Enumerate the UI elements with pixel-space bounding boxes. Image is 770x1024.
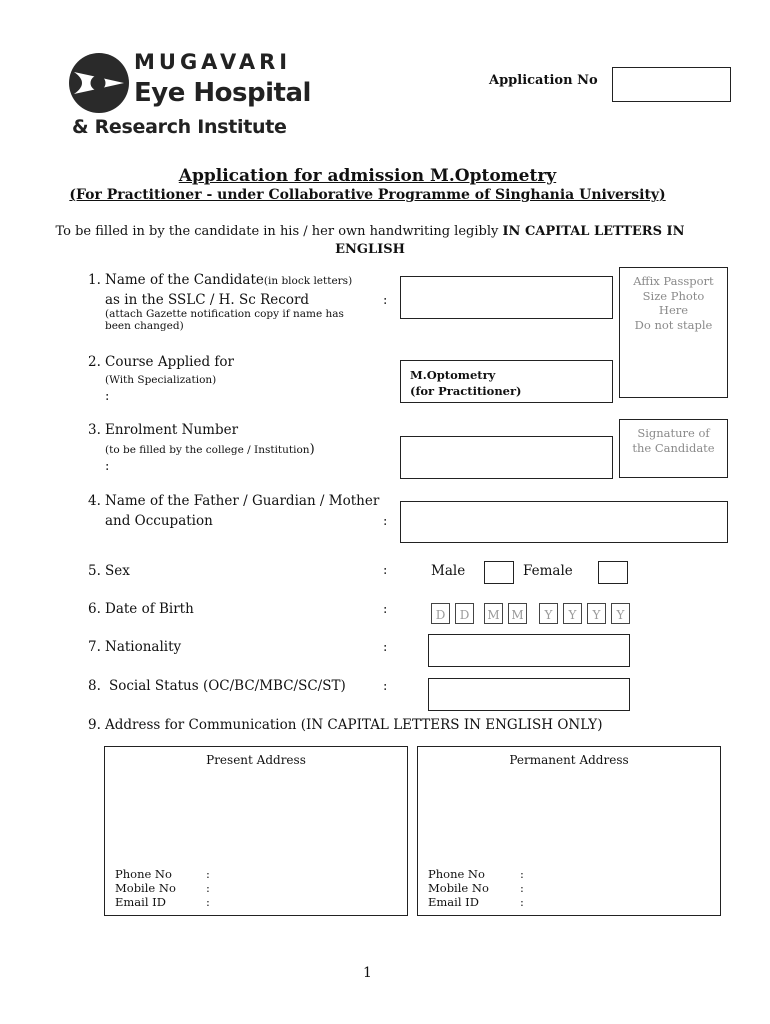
logo-mugavari-text: MUGAVARI	[134, 50, 292, 74]
enrolment-number-field[interactable]	[400, 436, 613, 479]
item-7-number: 7.	[88, 639, 101, 655]
photo-line-1: Affix Passport	[633, 274, 714, 288]
present-address-box[interactable]	[104, 746, 408, 916]
item-6-number: 6.	[88, 601, 101, 617]
item-4-label: Name of the Father / Guardian / Mother	[105, 493, 380, 509]
instruction-text	[50, 223, 690, 259]
permanent-address-box[interactable]	[417, 746, 721, 916]
permanent-email-label: Email ID	[428, 895, 479, 909]
dob-day-1-cell[interactable]: D	[431, 603, 450, 624]
item-1-note: (attach Gazette notification copy if name has been changed)	[105, 308, 344, 332]
signature-box[interactable]	[619, 419, 728, 478]
sex-male-label: Male	[431, 563, 466, 579]
item-5-number: 5.	[88, 563, 101, 579]
dob-month-1-cell[interactable]: M	[484, 603, 503, 624]
course-value-line-1: M.Optometry	[410, 368, 496, 382]
course-applied-field[interactable]	[400, 360, 613, 403]
permanent-address-heading: Permanent Address	[509, 753, 629, 767]
dob-day-2-cell[interactable]: D	[455, 603, 474, 624]
dob-month-2-cell[interactable]: M	[508, 603, 527, 624]
logo-research-text: & Research Institute	[72, 116, 287, 138]
photo-line-4: Do not staple	[634, 317, 713, 332]
item-3-label: Enrolment Number	[105, 422, 239, 438]
signature-line-2: the Candidate	[632, 440, 715, 455]
item-1-label	[105, 272, 352, 288]
dob-year-1-cell[interactable]: Y	[539, 603, 558, 624]
item-3-number: 3.	[88, 422, 101, 438]
application-no-field[interactable]	[612, 67, 731, 102]
candidate-name-field[interactable]	[400, 276, 613, 319]
item-1-number: 1.	[88, 272, 101, 288]
photo-line-3: Here	[658, 303, 689, 317]
logo-eye-hospital-text: Eye Hospital	[134, 78, 311, 108]
present-phone-label: Phone No	[115, 867, 172, 881]
present-email-label: Email ID	[115, 895, 166, 909]
dob-year-4-cell[interactable]: Y	[611, 603, 630, 624]
instruction-prefix: To be filled in by the candidate in his / her own handwriting legibly	[55, 224, 503, 239]
item-1-label-2: as in the SSLC / H. Sc Record	[105, 292, 310, 308]
sex-male-checkbox[interactable]	[484, 561, 514, 584]
dob-year-3-cell[interactable]: Y	[587, 603, 606, 624]
item-7-label: Nationality	[105, 639, 182, 655]
item-5-colon: :	[383, 563, 388, 578]
present-address-heading: Present Address	[206, 753, 306, 767]
passport-photo-box[interactable]	[619, 267, 728, 398]
item-4-colon: :	[383, 514, 388, 529]
item-8-number: 8.	[88, 678, 101, 694]
item-8-label: Social Status (OC/BC/MBC/SC/ST)	[109, 678, 346, 694]
sex-female-label: Female	[523, 563, 573, 579]
present-email-colon: :	[206, 895, 210, 909]
item-1-colon: :	[383, 293, 388, 308]
item-5-label: Sex	[105, 563, 130, 579]
page-subtitle: (For Practitioner - under Collaborative Programme of Singhania University)	[69, 187, 666, 203]
item-2-colon: :	[105, 389, 110, 404]
present-mobile-colon: :	[206, 881, 210, 895]
page-number: 1	[363, 965, 372, 981]
item-1-label-small: (in block letters)	[263, 275, 353, 287]
item-7-colon: :	[383, 640, 388, 655]
item-9-label: Address for Communication (IN CAPITAL LETTERS IN ENGLISH ONLY)	[105, 717, 603, 733]
item-2-number: 2.	[88, 354, 101, 370]
eye-logo-icon	[68, 52, 130, 114]
permanent-email-colon: :	[520, 895, 524, 909]
item-8-colon: :	[383, 679, 388, 694]
item-6-colon: :	[383, 602, 388, 617]
application-no-label: Application No	[489, 73, 598, 88]
item-2-label: Course Applied for	[105, 354, 234, 370]
item-3-note-close: )	[309, 442, 315, 457]
item-4-label-2: and Occupation	[105, 513, 213, 529]
sex-female-checkbox[interactable]	[598, 561, 628, 584]
photo-line-2: Size Photo	[642, 288, 705, 303]
course-value-line-2: (for Practitioner)	[410, 384, 522, 398]
permanent-phone-colon: :	[520, 867, 524, 881]
present-phone-colon: :	[206, 867, 210, 881]
nationality-field[interactable]	[428, 634, 630, 667]
present-mobile-label: Mobile No	[115, 881, 176, 895]
permanent-mobile-label: Mobile No	[428, 881, 489, 895]
item-6-label: Date of Birth	[105, 601, 194, 617]
item-4-number: 4.	[88, 493, 101, 509]
item-9-number: 9.	[88, 717, 101, 733]
item-2-note: (With Specialization)	[105, 374, 217, 386]
dob-year-2-cell[interactable]: Y	[563, 603, 582, 624]
instruction-emphasis: IN CAPITAL LETTERS IN ENGLISH	[335, 224, 685, 257]
item-3-colon: :	[105, 459, 110, 474]
item-3-note-text: (to be filled by the college / Institution	[105, 444, 310, 456]
page-title: Application for admission M.Optometry	[178, 166, 557, 186]
social-status-field[interactable]	[428, 678, 630, 711]
permanent-phone-label: Phone No	[428, 867, 485, 881]
father-guardian-field[interactable]	[400, 501, 728, 543]
item-3-note	[105, 444, 315, 456]
item-1-label-main: Name of the Candidate	[105, 272, 264, 288]
signature-line-1: Signature of	[637, 426, 710, 440]
permanent-mobile-colon: :	[520, 881, 524, 895]
